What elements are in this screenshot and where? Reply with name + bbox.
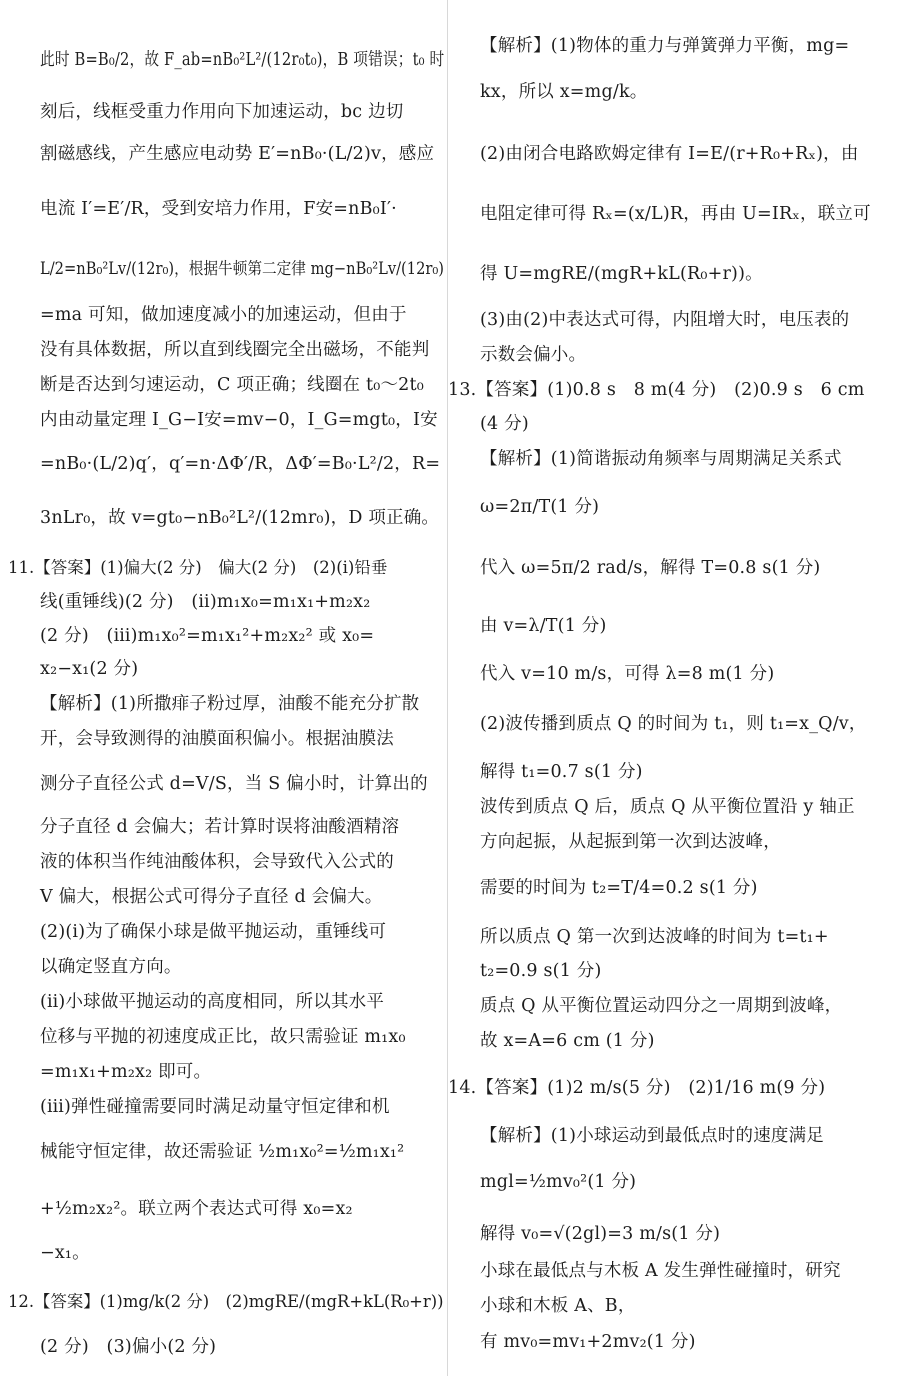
text-line: 此时 B=B₀/2，故 F_ab=nB₀²L²/(12r₀t₀)，B 项错误；t₀ 时 <box>40 50 445 70</box>
text-line: 小球和木板 A、B， <box>480 1296 636 1316</box>
text-line: (ⅲ)弹性碰撞需要同时满足动量守恒定律和机 <box>40 1097 390 1117</box>
text-line: 有 mv₀=mv₁+2mv₂(1 分) <box>480 1332 696 1352</box>
text-line: mgl=½mv₀²(1 分) <box>480 1172 637 1192</box>
text-line: 3nLr₀，故 v=gt₀−nB₀²L²/(12mr₀)，D 项正确。 <box>40 508 440 528</box>
text-line: (2 分) (3)偏小(2 分) <box>40 1337 217 1357</box>
text-line: =m₁x₁+m₂x₂ 即可。 <box>40 1062 212 1082</box>
text-line: ω=2π/T(1 分) <box>480 497 600 517</box>
text-line: (ⅱ)小球做平抛运动的高度相同，所以其水平 <box>40 992 385 1012</box>
left-column <box>0 0 448 1376</box>
text-line: 位移与平抛的初速度成正比，故只需验证 m₁x₀ <box>40 1027 406 1047</box>
text-line: 方向起振，从起振到第一次到达波峰， <box>480 832 781 852</box>
text-line: 故 x=A=6 cm (1 分) <box>480 1031 655 1051</box>
text-line: 示数会偏小。 <box>480 345 587 365</box>
text-line: (2)由闭合电路欧姆定律有 I=E/(r+R₀+Rₓ)，由 <box>480 144 859 164</box>
answer-13: 13.【答案】(1)0.8 s 8 m(4 分) (2)0.9 s 6 cm <box>448 380 865 400</box>
text-line: 质点 Q 从平衡位置运动四分之一周期到波峰， <box>480 996 843 1016</box>
text-line: x₂−x₁(2 分) <box>40 659 139 679</box>
text-line: 需要的时间为 t₂=T/4=0.2 s(1 分) <box>480 878 758 898</box>
text-line: V 偏大，根据公式可得分子直径 d 会偏大。 <box>40 887 383 907</box>
analysis-11: 【解析】(1)所撒痱子粉过厚，油酸不能充分扩散 <box>40 694 420 714</box>
text-line: 内由动量定理 I_G−I安=mv−0，I_G=mgt₀，I安 <box>40 410 438 430</box>
text-line: 割磁感线，产生感应电动势 E′=nB₀·(L/2)v，感应 <box>40 144 435 164</box>
text-line: 线(重锤线)(2 分) (ⅱ)m₁x₀=m₁x₁+m₂x₂ <box>40 592 371 612</box>
answer-11: 11.【答案】(1)偏大(2 分) 偏大(2 分) (2)(ⅰ)铅垂 <box>8 558 388 577</box>
text-line: 得 U=mgRE/(mgR+kL(R₀+r))。 <box>480 264 763 284</box>
analysis-12: 【解析】(1)物体的重力与弹簧弹力平衡，mg= <box>480 36 850 56</box>
text-line: 开，会导致测得的油膜面积偏小。根据油膜法 <box>40 729 394 749</box>
text-line: L/2=nB₀²Lv/(12r₀)，根据牛顿第二定律 mg−nB₀²Lv/(12r₀) <box>40 259 444 278</box>
text-line: kx，所以 x=mg/k。 <box>480 82 648 102</box>
text-line: 没有具体数据，所以直到线圈完全出磁场，不能判 <box>40 340 430 360</box>
text-line: 断是否达到匀速运动，C 项正确；线圈在 t₀～2t₀ <box>40 375 424 395</box>
right-column <box>448 0 911 1376</box>
text-line: 刻后，线框受重力作用向下加速运动，bc 边切 <box>40 102 404 122</box>
text-line: 波传到质点 Q 后，质点 Q 从平衡位置沿 y 轴正 <box>480 797 855 817</box>
analysis-13: 【解析】(1)简谐振动角频率与周期满足关系式 <box>480 449 842 469</box>
text-line: 分子直径 d 会偏大；若计算时误将油酸酒精溶 <box>40 817 400 837</box>
text-line: 电流 I′=E′/R，受到安培力作用，F安=nB₀I′· <box>40 199 397 219</box>
text-line: −x₁。 <box>40 1243 90 1263</box>
answer-12: 12.【答案】(1)mg/k(2 分) (2)mgRE/(mgR+kL(R₀+r)) <box>8 1292 444 1311</box>
text-line: 测分子直径公式 d=V/S，当 S 偏小时，计算出的 <box>40 774 428 794</box>
text-line: t₂=0.9 s(1 分) <box>480 961 602 981</box>
text-line: 代入 v=10 m/s，可得 λ=8 m(1 分) <box>480 664 775 684</box>
text-line: 由 v=λ/T(1 分) <box>480 616 607 636</box>
text-line: =nB₀·(L/2)q′，q′=n·ΔΦ′/R，ΔΦ′=B₀·L²/2，R= <box>40 454 441 474</box>
text-line: (3)由(2)中表达式可得，内阻增大时，电压表的 <box>480 310 850 330</box>
text-line: 电阻定律可得 Rₓ=(x/L)R，再由 U=IRₓ，联立可 <box>480 204 871 224</box>
text-line: (2)波传播到质点 Q 的时间为 t₁，则 t₁=x_Q/v， <box>480 714 867 734</box>
text-line: +½m₂x₂²。联立两个表达式可得 x₀=x₂ <box>40 1199 353 1219</box>
text-line: (4 分) <box>480 414 529 434</box>
text-line: 液的体积当作纯油酸体积，会导致代入公式的 <box>40 852 394 872</box>
text-line: 械能守恒定律，故还需验证 ½m₁x₀²=½m₁x₁² <box>40 1142 405 1162</box>
text-line: (2 分) (ⅲ)m₁x₀²=m₁x₁²+m₂x₂² 或 x₀= <box>40 626 375 646</box>
text-line: 以确定竖直方向。 <box>40 957 182 977</box>
text-line: 解得 t₁=0.7 s(1 分) <box>480 762 643 782</box>
text-line: 小球在最低点与木板 A 发生弹性碰撞时，研究 <box>480 1261 841 1281</box>
text-line: 所以质点 Q 第一次到达波峰的时间为 t=t₁+ <box>480 927 829 947</box>
text-line: =ma 可知，做加速度减小的加速运动，但由于 <box>40 305 407 325</box>
text-line: 解得 v₀=√(2gl)=3 m/s(1 分) <box>480 1224 721 1244</box>
text-line: (2)(ⅰ)为了确保小球是做平抛运动，重锤线可 <box>40 922 387 942</box>
answer-14: 14.【答案】(1)2 m/s(5 分) (2)1/16 m(9 分) <box>448 1078 826 1098</box>
analysis-14: 【解析】(1)小球运动到最低点时的速度满足 <box>480 1126 824 1146</box>
text-line: 代入 ω=5π/2 rad/s，解得 T=0.8 s(1 分) <box>480 558 821 578</box>
